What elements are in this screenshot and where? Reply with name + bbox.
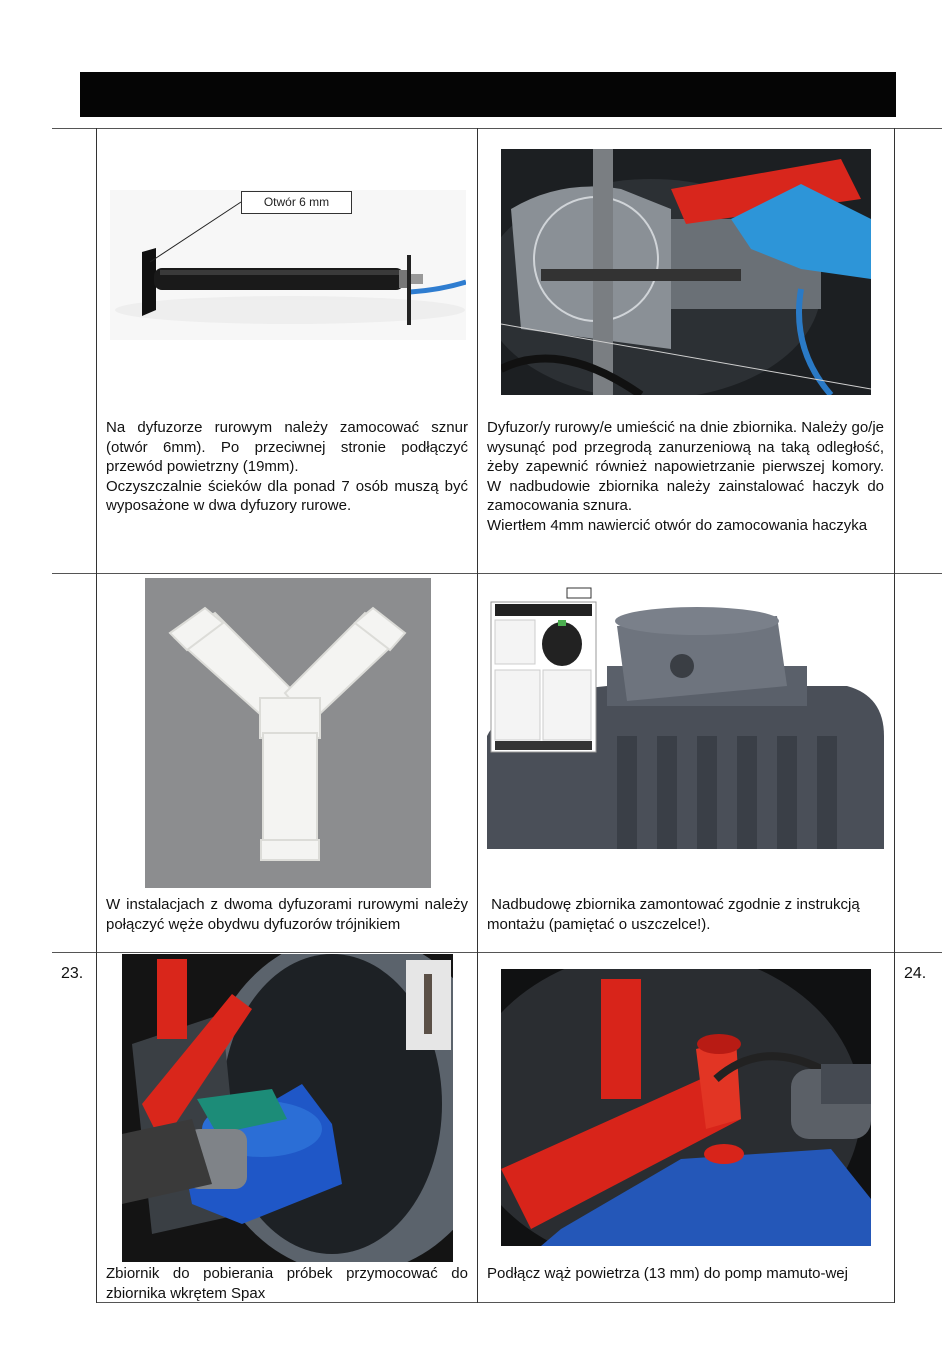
step-description xyxy=(487,1264,884,1284)
paragraph: Oczyszczalnie ścieków dla ponad 7 osób muszą być wyposażone w dwa dyfuzory rurowe. xyxy=(106,477,468,514)
paragraph: Podłącz wąż powietrza (13 mm) do pomp mamuto-wej xyxy=(487,1265,848,1282)
header-bar xyxy=(80,72,896,117)
paragraph: Zbiornik do pobierania próbek przymocować do zbiornika wkrętem Spax xyxy=(106,1265,468,1302)
drill-sample-container-photo xyxy=(122,954,453,1262)
step-description xyxy=(487,895,884,934)
column-divider xyxy=(894,128,895,1303)
step-description xyxy=(487,418,884,535)
air-hose-connection-photo xyxy=(501,969,871,1246)
paragraph: Dyfuzor/y rurowy/e umieścić na dnie zbiornika. Należy go/je wysunąć pod przegrodą zanurzeniową na taką odległość, żeby zapewnić również napowietrzanie pierwszej komory. W nadbudowie zbiornika należy zainstalować haczyk do zamocowania sznura. xyxy=(487,419,884,514)
paragraph: Wiertłem 4mm nawiercić otwór do zamocowania haczyka xyxy=(487,516,868,534)
step-number: 23. xyxy=(61,965,84,982)
paragraph: Na dyfuzorze rurowym należy zamocować sznur (otwór 6mm). Po przeciwnej stronie podłączyć przewód powietrzny (19mm). xyxy=(106,419,468,475)
diffuser-in-tank-photo xyxy=(501,149,871,395)
column-divider xyxy=(477,128,478,1303)
paragraph: W instalacjach z dwoma dyfuzorami rurowymi należy połączyć węże obydwu dyfuzorów trójnikiem xyxy=(106,896,468,933)
step-description xyxy=(106,895,468,934)
row-divider xyxy=(52,952,942,953)
y-connector-photo xyxy=(145,578,431,888)
column-divider xyxy=(96,128,97,1303)
step-number: 24. xyxy=(904,965,927,982)
row-divider xyxy=(52,573,942,574)
step-description xyxy=(106,1264,468,1303)
tank-dome-and-manual-photo xyxy=(487,586,884,849)
paragraph: Nadbudowę zbiornika zamontować zgodnie z instrukcją montażu (pamiętać o uszczelce!). xyxy=(487,896,864,933)
step-description xyxy=(106,418,468,516)
table-top-border xyxy=(52,128,942,129)
callout-label: Otwór 6 mm xyxy=(241,191,352,214)
